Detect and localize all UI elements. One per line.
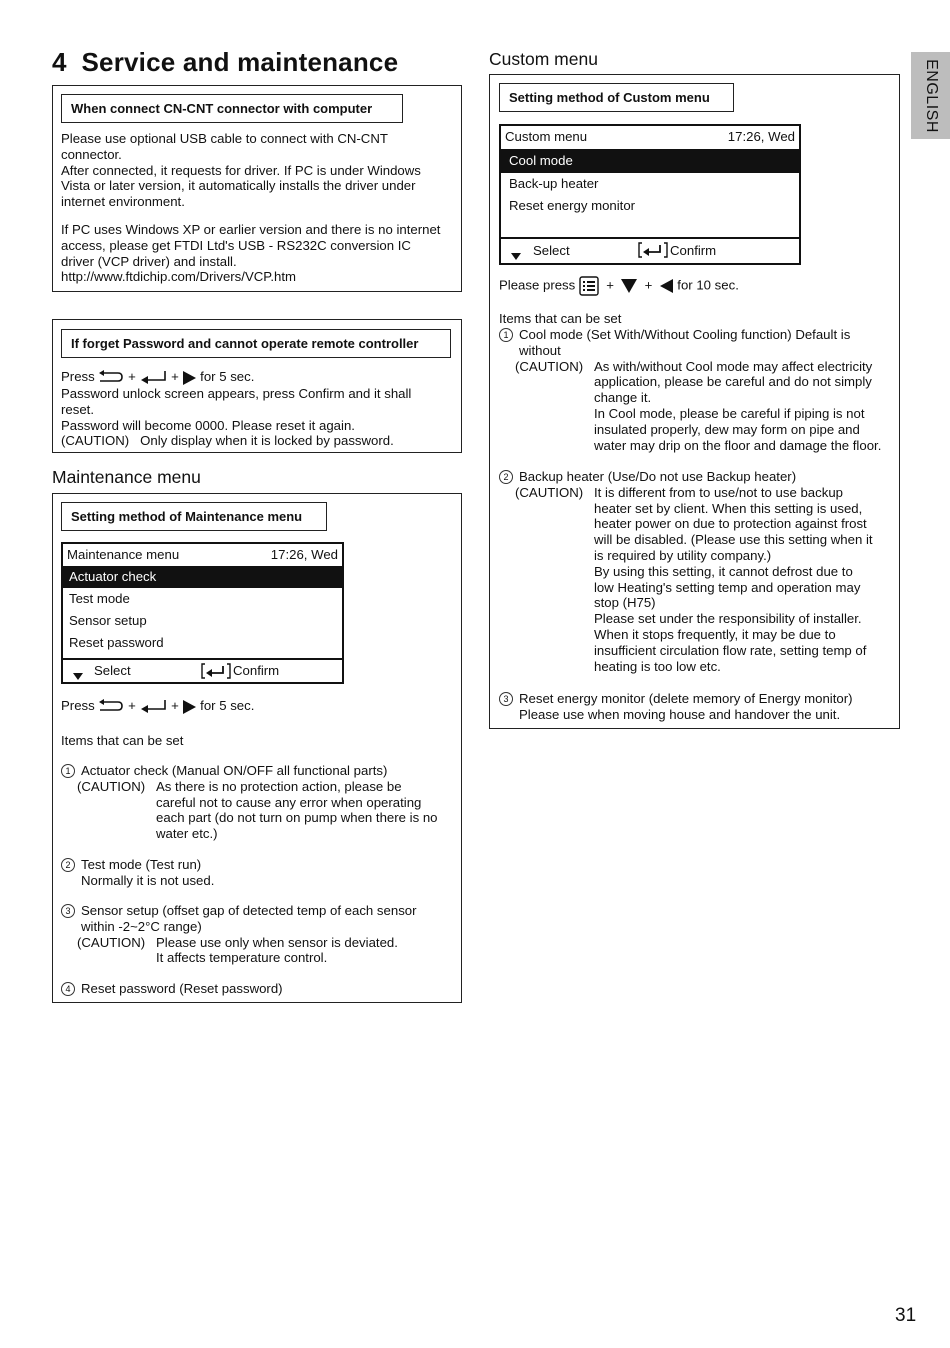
screen-footer — [63, 658, 342, 682]
caution-line: application, please be careful and do not simply — [594, 374, 872, 390]
caution-line: stop (H75) — [594, 595, 656, 611]
caution-line: low Heating's setting temp and operation may — [594, 579, 861, 595]
menu-item-test-mode[interactable]: Test mode — [69, 591, 130, 606]
caution-label: (CAUTION) — [77, 778, 146, 794]
menu-item-actuator-check[interactable]: Actuator check — [63, 566, 342, 588]
caution-line: heater set by client. When this setting is used, — [594, 500, 863, 516]
menu-item-backup-heater[interactable]: Back-up heater — [509, 176, 599, 191]
caution-line: change it. — [594, 390, 652, 406]
connect-text — [61, 131, 421, 210]
down-arrow-icon — [73, 673, 83, 680]
connect-section-title: When connect CN-CNT connector with computer — [61, 94, 403, 123]
password-line: Password unlock screen appears, press Confirm and it shall — [61, 386, 412, 401]
custom-items-heading: Items that can be set — [499, 311, 622, 326]
caution-line: each part (do not turn on pump when there is no — [156, 810, 438, 826]
down-triangle-icon — [621, 279, 637, 293]
caution-line: insulated properly, dew may form on pipe and — [594, 421, 860, 437]
confirm-key-icon — [201, 663, 231, 679]
caution-line: insufficient circulation flow rate, setting temp of — [594, 642, 867, 658]
caution-label: (CAUTION) — [61, 433, 130, 449]
confirm-key-icon — [638, 242, 668, 258]
connect-line: After connected, it requests for driver. If PC is under Windows — [61, 162, 421, 178]
left-arrow-icon — [660, 279, 674, 293]
item-text: Reset energy monitor (delete memory of Energy monitor) — [519, 691, 853, 706]
screen-clock: 17:26, Wed — [270, 547, 338, 562]
plus-sign: + — [171, 698, 179, 713]
duration-label: for 5 sec. — [200, 698, 255, 713]
custom-item-1 — [499, 327, 894, 453]
item-text-cont: without — [519, 342, 561, 358]
item-text: Sensor setup (offset gap of detected temp of each sensor — [81, 903, 417, 918]
caution-line: careful not to cause any error when operating — [156, 794, 422, 810]
item-subtext: Please use when moving house and handover the unit. — [519, 706, 841, 722]
back-key-icon — [98, 699, 124, 715]
maintenance-item-4 — [61, 981, 283, 997]
plus-sign: + — [128, 698, 136, 713]
password-line: Password will become 0000. Please reset it again. — [61, 417, 355, 433]
chapter-title: 4 Service and maintenance — [52, 47, 399, 77]
menu-item-sensor-setup[interactable]: Sensor setup — [69, 613, 147, 628]
caution-line: As there is no protection action, please be — [156, 778, 402, 794]
custom-item-2 — [499, 469, 894, 674]
plus-sign: + — [606, 277, 614, 293]
item-number: 2 — [61, 858, 75, 872]
custom-item-3 — [499, 691, 853, 723]
plus-sign: + — [644, 277, 653, 293]
item-text: Actuator check (Manual ON/OFF all functional parts) — [81, 763, 388, 778]
screen-footer — [501, 237, 799, 263]
right-arrow-icon — [182, 700, 196, 714]
menu-key-icon — [579, 276, 599, 296]
caution-line: When it stops frequently, it may be due to — [594, 626, 836, 642]
right-arrow-icon — [182, 371, 196, 385]
caution-text: Only display when it is locked by password. — [140, 433, 394, 449]
maintenance-item-2 — [61, 857, 214, 889]
custom-heading: Custom menu — [489, 49, 598, 69]
confirm-label: Confirm — [670, 243, 717, 258]
password-press-line — [61, 369, 254, 386]
maintenance-item-1 — [61, 763, 456, 842]
custom-menu-screen — [499, 124, 801, 265]
custom-press-line — [499, 276, 739, 296]
item-number: 1 — [61, 764, 75, 778]
password-text — [61, 386, 411, 449]
item-text: Cool mode (Set With/Without Cooling function) Default is — [519, 327, 851, 342]
caution-line: By using this setting, it cannot defrost due to — [594, 563, 853, 579]
caution-line: water may drip on the floor and damage the floor. — [594, 437, 882, 453]
caution-line: is required by utility company.) — [594, 547, 772, 563]
maintenance-section-title: Setting method of Maintenance menu — [61, 502, 327, 531]
maintenance-items-heading: Items that can be set — [61, 733, 184, 748]
press-label: Press — [61, 369, 95, 384]
duration-label: for 5 sec. — [200, 369, 255, 384]
menu-item-reset-password[interactable]: Reset password — [69, 635, 164, 650]
screen-header — [501, 126, 799, 148]
caution-label: (CAUTION) — [515, 358, 584, 374]
connect-line: driver (VCP driver) and install. — [61, 253, 237, 269]
item-text-cont: within -2~2°C range) — [81, 918, 202, 934]
menu-item-cool-mode[interactable]: Cool mode — [501, 149, 799, 173]
item-text: Test mode (Test run) — [81, 857, 202, 872]
password-section-title: If forget Password and cannot operate remote controller — [61, 329, 451, 358]
caution-line: As with/without Cool mode may affect electricity — [594, 358, 873, 374]
press-label: Please press — [499, 277, 576, 293]
screen-header — [63, 544, 342, 566]
item-text: Reset password (Reset password) — [81, 981, 283, 996]
caution-line: Please set under the responsibility of installer. — [594, 611, 862, 627]
driver-url: http://www.ftdichip.com/Drivers/VCP.htm — [61, 269, 297, 285]
page-number: 31 — [895, 1305, 917, 1326]
confirm-label: Confirm — [233, 663, 280, 678]
enter-key-icon — [139, 699, 167, 715]
language-tab-label: ENGLISH — [922, 58, 940, 133]
connect-text-2 — [61, 222, 440, 285]
item-number: 3 — [61, 904, 75, 918]
menu-item-reset-energy-monitor[interactable]: Reset energy monitor — [509, 198, 636, 213]
screen-title: Custom menu — [505, 129, 588, 144]
caution-label: (CAUTION) — [77, 934, 146, 950]
screen-clock: 17:26, Wed — [727, 129, 795, 144]
connect-line: Vista or later version, it automatically installs the driver under — [61, 178, 416, 194]
item-subtext: Normally it is not used. — [81, 872, 215, 888]
caution-line: It is different from to use/not to use backup — [594, 484, 843, 500]
caution-line: heater power on due to protection against frost — [594, 516, 867, 532]
connect-line: If PC uses Windows XP or earlier version and there is no internet — [61, 222, 441, 237]
item-number: 1 — [499, 328, 513, 342]
screen-title: Maintenance menu — [67, 547, 180, 562]
connect-line: internet environment. — [61, 194, 185, 210]
maintenance-heading: Maintenance menu — [52, 467, 201, 487]
caution-label: (CAUTION) — [515, 484, 584, 500]
plus-sign: + — [171, 369, 179, 384]
item-number: 3 — [499, 692, 513, 706]
maintenance-item-3 — [61, 903, 456, 966]
connect-line: connector. — [61, 146, 122, 162]
custom-section-title: Setting method of Custom menu — [499, 83, 734, 112]
item-number: 2 — [499, 470, 513, 484]
language-tab — [911, 52, 950, 139]
caution-line: water etc.) — [156, 826, 218, 842]
caution-line: In Cool mode, please be careful if piping is not — [594, 405, 865, 421]
press-label: Press — [61, 698, 95, 713]
item-text: Backup heater (Use/Do not use Backup heater) — [519, 469, 797, 484]
maintenance-press-line — [61, 698, 254, 715]
select-label: Select — [533, 243, 570, 258]
caution-line: Please use only when sensor is deviated. — [156, 934, 398, 950]
password-caution — [61, 433, 411, 449]
duration-label: for 10 sec. — [677, 277, 739, 293]
plus-sign: + — [128, 369, 136, 384]
select-label: Select — [94, 663, 131, 678]
connect-line: access, please get FTDI Ltd's USB - RS232C conversion IC — [61, 237, 411, 253]
password-line: reset. — [61, 401, 94, 417]
caution-line: heating is too low etc. — [594, 658, 721, 674]
connect-line: Please use optional USB cable to connect with CN-CNT — [61, 131, 388, 146]
caution-line: will be disabled. (Please use this setting when it — [594, 532, 873, 548]
enter-key-icon — [139, 370, 167, 386]
maintenance-menu-screen — [61, 542, 344, 684]
caution-line: It affects temperature control. — [156, 950, 328, 966]
back-key-icon — [98, 370, 124, 386]
down-arrow-icon — [511, 253, 521, 260]
item-number: 4 — [61, 982, 75, 996]
